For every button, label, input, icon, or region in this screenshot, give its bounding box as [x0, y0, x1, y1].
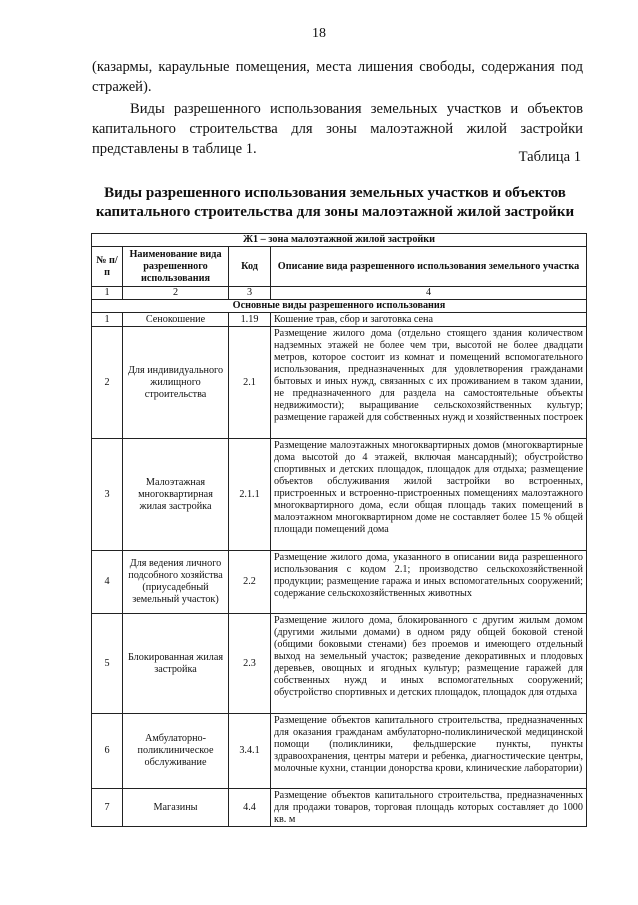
- use-description-cell: Размещение объектов капитального строительства, предназначенных для продажи товаров, торговая площадь которых составляет до 1000 кв. м: [271, 789, 587, 827]
- use-description-cell: Кошение трав, сбор и заготовка сена: [271, 313, 587, 327]
- use-description-cell: Размещение объектов капитального строительства, предназначенных для оказания гражданам амбулаторно-поликлинической медицинской помощи (поликлиники, фельдшерские пункты, пункты здравоохранения, центры матери и ребенка, диагностические центры, молочные кухни, станции донорства крови, клинические лаборатории): [271, 714, 587, 789]
- row-number-cell: 5: [92, 614, 123, 714]
- use-description-cell: Размещение малоэтажных многоквартирных домов (многоквартирные дома высотой до 4 этажей, включая мансардный); обустройство спортивных и детских площадок, площадок для отдыха; размещение объектов обслуживания жилой застройки во встроенных, пристроенных и встроенно-пристроенных помещениях малоэтажного многоквартирного дома, если общая площадь таких помещений в малоэтажном многоквартирном доме не составляет более 15 % общей площади помещений дома: [271, 439, 587, 551]
- column-header-name: Наименование вида разрешенного использования: [123, 247, 229, 287]
- page-number: 18: [312, 26, 326, 41]
- table-row: [92, 313, 587, 327]
- table-body: [92, 313, 587, 827]
- section-subheader: Основные виды разрешенного использования: [92, 300, 587, 313]
- use-description-cell: Размещение жилого дома (отдельно стоящего здания количеством надземных этажей не более чем три, высотой не более двадцати метров, которое состоит из комнат и помещений вспомогательного использования, предназначенных для удовлетворения гражданами бытовых и иных нужд, связанных с их проживанием в таком здании, не предназначенного для раздела на самостоятельные объекты недвижимости); выращивание сельскохозяйственных культур; размещение гаражей для собственных нужд и хозяйственных построек: [271, 327, 587, 439]
- use-code-cell: 2.1.1: [229, 439, 271, 551]
- row-number-cell: 4: [92, 551, 123, 614]
- row-number-cell: 7: [92, 789, 123, 827]
- table-row: [92, 614, 587, 714]
- use-name-cell: Малоэтажная многоквартирная жилая застройка: [123, 439, 229, 551]
- use-code-cell: 2.1: [229, 327, 271, 439]
- use-name-cell: Для индивидуального жилищного строительства: [123, 327, 229, 439]
- row-number-cell: 3: [92, 439, 123, 551]
- column-number-cell: 2: [123, 287, 229, 300]
- table-row: [92, 439, 587, 551]
- use-code-cell: 4.4: [229, 789, 271, 827]
- column-number-cell: 3: [229, 287, 271, 300]
- column-number-cell: 4: [271, 287, 587, 300]
- use-code-cell: 2.2: [229, 551, 271, 614]
- intro-paragraph-2: Виды разрешенного использования земельных участков и объектов капитального строительства для зоны малоэтажной жилой застройки представлены в таблице 1.: [92, 101, 583, 157]
- row-number-cell: 2: [92, 327, 123, 439]
- row-number-cell: 1: [92, 313, 123, 327]
- table-caption: Таблица 1: [518, 149, 581, 165]
- zone-header: Ж1 – зона малоэтажной жилой застройки: [92, 234, 587, 247]
- use-name-cell: Для ведения личного подсобного хозяйства (приусадебный земельный участок): [123, 551, 229, 614]
- use-description-cell: Размещение жилого дома, указанного в описании вида разрешенного использования с кодом 2.1; производство сельскохозяйственной продукции; размещение гаража и иных вспомогательных сооружений; содержание сельскохозяйственных животных: [271, 551, 587, 614]
- use-name-cell: Амбулаторно-поликлиническое обслуживание: [123, 714, 229, 789]
- column-header-number: № п/п: [92, 247, 123, 287]
- use-code-cell: 1.19: [229, 313, 271, 327]
- intro-paragraph: (казармы, караульные помещения, места лишения свободы, содержания под стражей).: [92, 59, 583, 95]
- table-row: [92, 551, 587, 614]
- use-name-cell: Магазины: [123, 789, 229, 827]
- use-code-cell: 3.4.1: [229, 714, 271, 789]
- table-row: [92, 327, 587, 439]
- land-use-table: [91, 233, 587, 827]
- table-row: [92, 789, 587, 827]
- use-code-cell: 2.3: [229, 614, 271, 714]
- use-name-cell: Сенокошение: [123, 313, 229, 327]
- row-number-cell: 6: [92, 714, 123, 789]
- use-description-cell: Размещение жилого дома, блокированного с другим жилым домом (другими жилыми домами) в одном ряду общей боковой стеной (общими боковыми стенами) без проемов и имеющего отдельный выход на земельный участок; разведение декоративных и плодовых деревьев, овощных и ягодных культур; размещение гаражей для собственных нужд и иных вспомогательных сооружений; обустройство спортивных и детских площадок, площадок для отдыха: [271, 614, 587, 714]
- column-header-description: Описание вида разрешенного использования земельного участка: [271, 247, 587, 287]
- table-row: [92, 714, 587, 789]
- column-header-code: Код: [229, 247, 271, 287]
- column-number-cell: 1: [92, 287, 123, 300]
- use-name-cell: Блокированная жилая застройка: [123, 614, 229, 714]
- table-title: Виды разрешенного использования земельных участков и объектов капитального строительства для зоны малоэтажной жилой застройки: [95, 185, 575, 220]
